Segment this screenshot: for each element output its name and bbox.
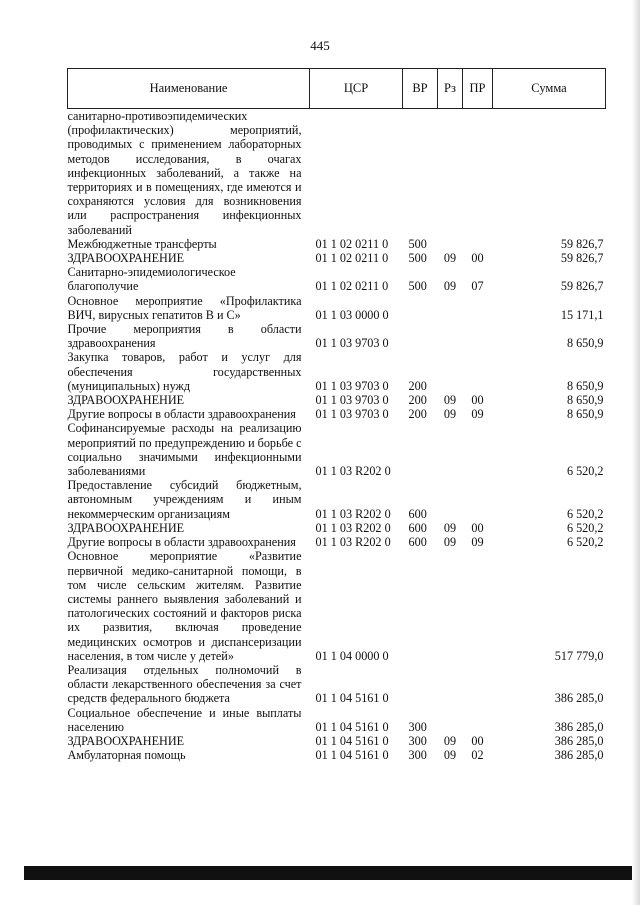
cell-vr [403, 294, 438, 322]
table-row [68, 251, 606, 265]
col-header-pr: ПР [463, 69, 493, 109]
cell-vr: 500 [408, 279, 427, 294]
cell-name: Софинансируемые расходы на реализацию мероприятий по предупреждению и борьбе с социально значимыми инфекционными заболеваниями [67, 421, 302, 479]
cell-pr [463, 549, 493, 663]
cell-rz [438, 237, 463, 251]
table-row [68, 421, 606, 478]
cell-csr: 01 1 03 9703 0 [315, 393, 389, 408]
cell-sum: 6 520,2 [566, 535, 604, 550]
cell-sum: 517 779,0 [554, 648, 604, 663]
cell-csr: 01 1 02 0211 0 [315, 251, 389, 266]
table-row [68, 265, 606, 293]
cell-rz [438, 549, 463, 663]
cell-sum: 8 650,9 [566, 336, 604, 351]
cell-name: Другие вопросы в области здравоохранения [67, 407, 296, 422]
cell-name: Амбулаторная помощь [67, 748, 186, 763]
cell-sum: 6 520,2 [566, 506, 604, 521]
cell-vr: 200 [408, 407, 427, 422]
cell-name: ЗДРАВООХРАНЕНИЕ [67, 251, 185, 266]
cell-name: Основное мероприятие «Профилактика ВИЧ, вирусных гепатитов В и С» [67, 293, 302, 322]
scan-right-edge [632, 0, 640, 905]
cell-pr [463, 294, 493, 322]
cell-csr: 01 1 03 9703 0 [315, 336, 389, 351]
table-row [68, 478, 606, 521]
cell-pr: 00 [471, 393, 484, 408]
cell-vr [403, 663, 438, 706]
cell-csr: 01 1 04 0000 0 [315, 648, 389, 663]
col-header-rz: Рз [438, 69, 463, 109]
cell-rz [438, 109, 463, 237]
cell-sum: 6 520,2 [566, 520, 604, 535]
cell-vr [403, 322, 438, 350]
cell-vr: 200 [408, 393, 427, 408]
cell-rz: 09 [443, 535, 457, 550]
cell-rz: 09 [443, 393, 457, 408]
cell-pr [463, 350, 493, 393]
col-header-name: Наименование [68, 69, 310, 109]
table-row [68, 407, 606, 421]
cell-rz [438, 294, 463, 322]
cell-pr: 09 [471, 407, 484, 422]
table-row [68, 237, 606, 251]
cell-vr: 500 [408, 251, 427, 266]
cell-name: Социальное обеспечение и иные выплаты населению [67, 705, 302, 734]
cell-name: Межбюджетные трансферты [67, 236, 217, 251]
scan-bottom-edge [24, 866, 636, 880]
table-row [68, 322, 606, 350]
cell-pr [463, 706, 493, 734]
cell-vr [403, 549, 438, 663]
cell-name: Предоставление субсидий бюджетным, автономным учреждениям и иным некоммерческим организациям [67, 478, 302, 521]
cell-pr [463, 478, 493, 521]
cell-name: Реализация отдельных полномочий в области лекарственного обеспечения за счет средств федерального бюджета [67, 662, 302, 706]
cell-csr: 01 1 04 5161 0 [315, 691, 389, 706]
cell-csr: 01 1 03 R202 0 [315, 464, 391, 479]
cell-vr: 300 [408, 733, 427, 748]
cell-rz [438, 350, 463, 393]
cell-csr: 01 1 03 R202 0 [315, 520, 391, 535]
cell-pr [463, 421, 493, 478]
cell-pr: 00 [471, 733, 484, 748]
cell-pr: 00 [471, 251, 484, 266]
cell-rz: 09 [443, 251, 457, 266]
cell-rz: 09 [443, 520, 457, 535]
cell-sum: 59 826,7 [560, 251, 604, 266]
table-body [68, 109, 606, 763]
cell-name: Основное мероприятие «Развитие первичной медико-санитарной помощи, в том числе сельским жителям. Развитие системы раннего выявления заболеваний и патологических состояний и факторов риска их развития, включая проведение медицинских осмотров и диспансеризации населения, в том числе у детей» [67, 549, 302, 663]
cell-vr [403, 109, 438, 237]
table-row [68, 734, 606, 748]
cell-csr: 01 1 04 5161 0 [315, 748, 389, 763]
cell-pr: 00 [471, 520, 484, 535]
budget-table [67, 68, 606, 762]
table-row [68, 294, 606, 322]
cell-vr: 500 [408, 236, 427, 251]
cell-rz [438, 478, 463, 521]
cell-name: ЗДРАВООХРАНЕНИЕ [67, 733, 185, 748]
cell-vr: 600 [408, 520, 427, 535]
cell-name: ЗДРАВООХРАНЕНИЕ [67, 393, 185, 408]
cell-sum: 59 826,7 [560, 279, 604, 294]
cell-rz [438, 322, 463, 350]
cell-vr [403, 421, 438, 478]
cell-pr: 02 [471, 748, 484, 763]
col-header-csr: ЦСР [310, 69, 403, 109]
page-number: 445 [310, 38, 330, 53]
cell-vr: 600 [408, 506, 427, 521]
cell-csr: 01 1 02 0211 0 [315, 279, 389, 294]
cell-csr: 01 1 03 9703 0 [315, 378, 389, 393]
col-header-sum: Сумма [493, 69, 606, 109]
cell-sum: 8 650,9 [566, 393, 604, 408]
cell-csr: 01 1 03 9703 0 [315, 407, 389, 422]
cell-vr: 300 [408, 719, 427, 734]
table-header-row [68, 69, 606, 109]
cell-pr [463, 322, 493, 350]
cell-rz: 09 [443, 279, 457, 294]
cell-sum: 386 285,0 [554, 719, 604, 734]
table-row [68, 663, 606, 706]
table-row [68, 706, 606, 734]
cell-rz: 09 [443, 748, 457, 763]
cell-vr: 300 [408, 748, 427, 763]
cell-name: Прочие мероприятия в области здравоохранения [67, 322, 302, 351]
cell-vr: 600 [408, 535, 427, 550]
cell-rz [438, 421, 463, 478]
cell-sum: 59 826,7 [560, 236, 604, 251]
cell-sum: 386 285,0 [554, 733, 604, 748]
cell-vr: 200 [408, 378, 427, 393]
cell-pr: 07 [471, 279, 484, 294]
cell-pr [463, 237, 493, 251]
cell-name: ЗДРАВООХРАНЕНИЕ [67, 520, 185, 535]
cell-sum: 8 650,9 [566, 378, 604, 393]
cell-csr: 01 1 03 R202 0 [315, 506, 391, 521]
cell-sum: 6 520,2 [566, 464, 604, 479]
table-row [68, 549, 606, 663]
cell-name: Другие вопросы в области здравоохранения [67, 535, 296, 550]
table-row [68, 393, 606, 407]
cell-name: Санитарно-эпидемиологическое благополучие [67, 265, 236, 294]
cell-rz [438, 706, 463, 734]
cell-sum: 15 171,1 [560, 307, 604, 322]
cell-rz [438, 663, 463, 706]
cell-sum: 8 650,9 [566, 407, 604, 422]
table-row [68, 109, 606, 237]
cell-sum [493, 109, 606, 237]
cell-csr: 01 1 04 5161 0 [315, 733, 389, 748]
cell-pr [463, 109, 493, 237]
cell-csr: 01 1 04 5161 0 [315, 719, 389, 734]
cell-pr [463, 663, 493, 706]
table-row [68, 350, 606, 393]
cell-csr [310, 109, 403, 237]
col-header-vr: ВР [403, 69, 438, 109]
cell-csr: 01 1 03 0000 0 [315, 307, 389, 322]
cell-csr: 01 1 03 R202 0 [315, 535, 391, 550]
cell-pr: 09 [471, 535, 484, 550]
table-row [68, 535, 606, 549]
cell-name: Закупка товаров, работ и услуг для обеспечения государственных (муниципальных) нужд [67, 350, 302, 393]
cell-csr: 01 1 02 0211 0 [315, 236, 389, 251]
table-row [68, 521, 606, 535]
cell-name: санитарно-противоэпидемических (профилактических) мероприятий, проводимых с применением лабораторных методов исследования, в очагах инфекционных заболеваний, а также на территориях и в помещениях, где имеются и сохраняются условия для возникновения или распространения инфекционных заболеваний [67, 109, 302, 237]
cell-sum: 386 285,0 [554, 748, 604, 763]
table-row [68, 748, 606, 762]
cell-rz: 09 [443, 407, 457, 422]
cell-sum: 386 285,0 [554, 691, 604, 706]
cell-rz: 09 [443, 733, 457, 748]
